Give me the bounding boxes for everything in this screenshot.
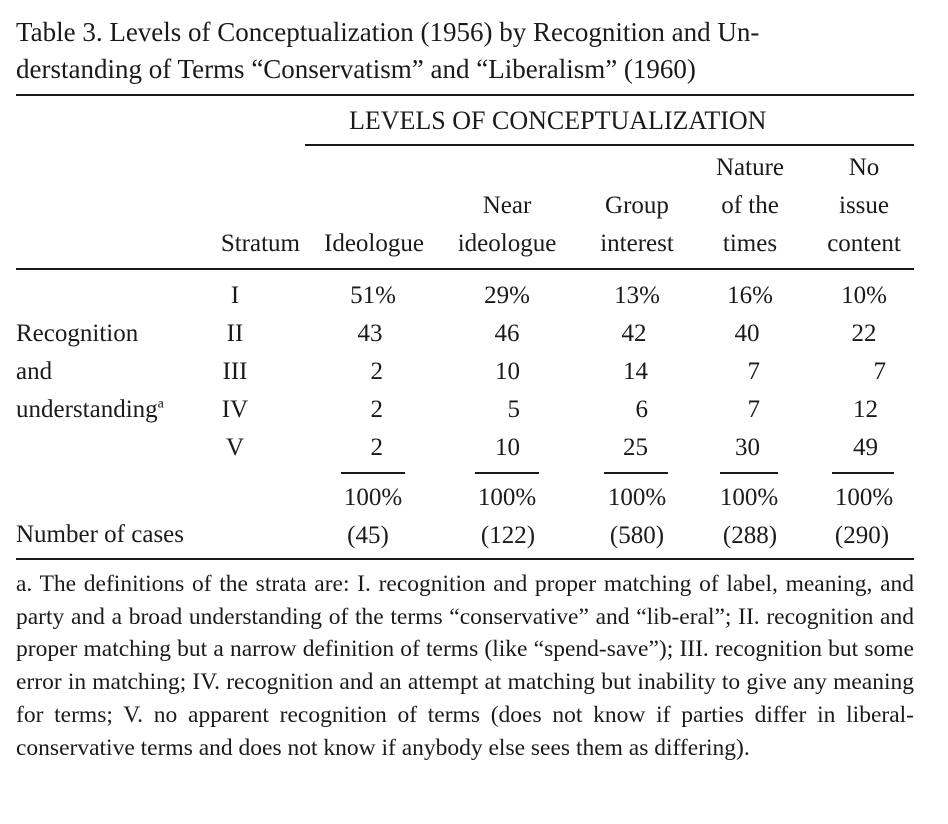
- table-cell: 2: [370, 434, 383, 461]
- cases-cell: (290): [834, 522, 890, 549]
- total-cell: 100%: [607, 484, 667, 511]
- table-cell: 7: [747, 396, 760, 423]
- header-rule: [16, 268, 914, 270]
- col-header-nature-times-l3: times: [722, 230, 778, 257]
- stratum-label: III: [222, 358, 248, 385]
- table-cell: 5: [507, 396, 520, 423]
- stratum-label: II: [226, 320, 244, 347]
- table-cell: 7: [747, 358, 760, 385]
- row-group-label-2: and: [16, 358, 53, 385]
- table-cell: 6: [635, 396, 648, 423]
- table-title-line-1: Table 3. Levels of Conceptualization (1956) by Recognition and Un-: [16, 17, 760, 47]
- col-header-nature-times-l1: Nature: [715, 154, 785, 181]
- table-cell: 12: [853, 396, 878, 423]
- sum-rule: [832, 472, 894, 474]
- table-cell: 42: [621, 320, 647, 347]
- table-cell: 22: [851, 320, 877, 347]
- table-cell: 30: [735, 434, 760, 461]
- table-title: [16, 14, 759, 88]
- cases-label: Number of cases: [16, 521, 184, 548]
- table-cell: 43: [357, 320, 383, 347]
- table-cell: 16%: [727, 282, 773, 309]
- spanner-rule: [305, 144, 914, 146]
- top-rule: [16, 94, 914, 96]
- stratum-header: Stratum: [220, 230, 300, 257]
- sum-rule: [475, 472, 539, 474]
- footnote: a. The definitions of the strata are: I. recognition and proper matching of label, meaning, and party and a broad understanding of the terms “conservative” and “lib-eral”; II. recognition and proper matching but a narrow definition of terms (like “spend-save”); III. recognition but some error in matching; IV. recognition and an attempt at matching but inability to give any meaning for terms; V. no apparent recognition of terms (does not know if parties differ in liberal-conservative terms and does not know if anybody else sees them as differing).: [16, 571, 914, 761]
- stratum-label: V: [225, 434, 245, 461]
- col-header-ideologue-l3: Ideologue: [324, 230, 424, 257]
- total-cell: 100%: [719, 484, 779, 511]
- cases-cell: (288): [722, 522, 778, 549]
- footnote-mark: a: [157, 396, 164, 412]
- table-cell: 40: [734, 320, 760, 347]
- row-group-label-1: Recognition: [16, 320, 139, 347]
- total-cell: 100%: [834, 484, 894, 511]
- table-cell: 10%: [841, 282, 887, 309]
- table-cell: 13%: [614, 282, 660, 309]
- table-cell: 7: [873, 358, 886, 385]
- col-header-no-issue-l1: No: [848, 154, 880, 181]
- stratum-label: IV: [221, 396, 249, 423]
- table-cell: 10: [495, 358, 520, 385]
- col-header-near-ideologue-l2: Near: [482, 192, 532, 219]
- spanner-header: LEVELS OF CONCEPTUALIZATION: [349, 106, 767, 135]
- bottom-rule: [16, 558, 914, 560]
- total-cell: 100%: [477, 484, 537, 511]
- table-cell: 29%: [484, 282, 530, 309]
- row-group-label-3-text: understanding: [16, 396, 158, 423]
- table-cell: 14: [623, 358, 648, 385]
- col-header-nature-times-l2: of the: [721, 192, 779, 219]
- col-header-no-issue-l3: content: [827, 230, 901, 257]
- table-cell: 51%: [350, 282, 396, 309]
- row-group-label-3: [16, 396, 164, 424]
- col-header-group-interest-l2: Group: [605, 192, 669, 219]
- table-cell: 49: [853, 434, 878, 461]
- cases-cell: (45): [347, 522, 389, 549]
- sum-rule: [604, 472, 668, 474]
- table-cell: 25: [623, 434, 648, 461]
- total-cell: 100%: [343, 484, 403, 511]
- cases-cell: (122): [480, 522, 536, 549]
- table-cell: 2: [370, 358, 383, 385]
- stratum-label: I: [230, 282, 240, 309]
- table-cell: 10: [495, 434, 520, 461]
- sum-rule: [341, 472, 405, 474]
- col-header-near-ideologue-l3: ideologue: [457, 230, 557, 257]
- col-header-group-interest-l3: interest: [600, 230, 674, 257]
- cases-cell: (580): [609, 522, 665, 549]
- table-cell: 46: [494, 320, 520, 347]
- table-cell: 2: [370, 396, 383, 423]
- sum-rule: [720, 472, 778, 474]
- col-header-no-issue-l2: issue: [839, 192, 889, 219]
- table-title-line-2: derstanding of Terms “Conservatism” and “Liberalism” (1960): [16, 54, 696, 84]
